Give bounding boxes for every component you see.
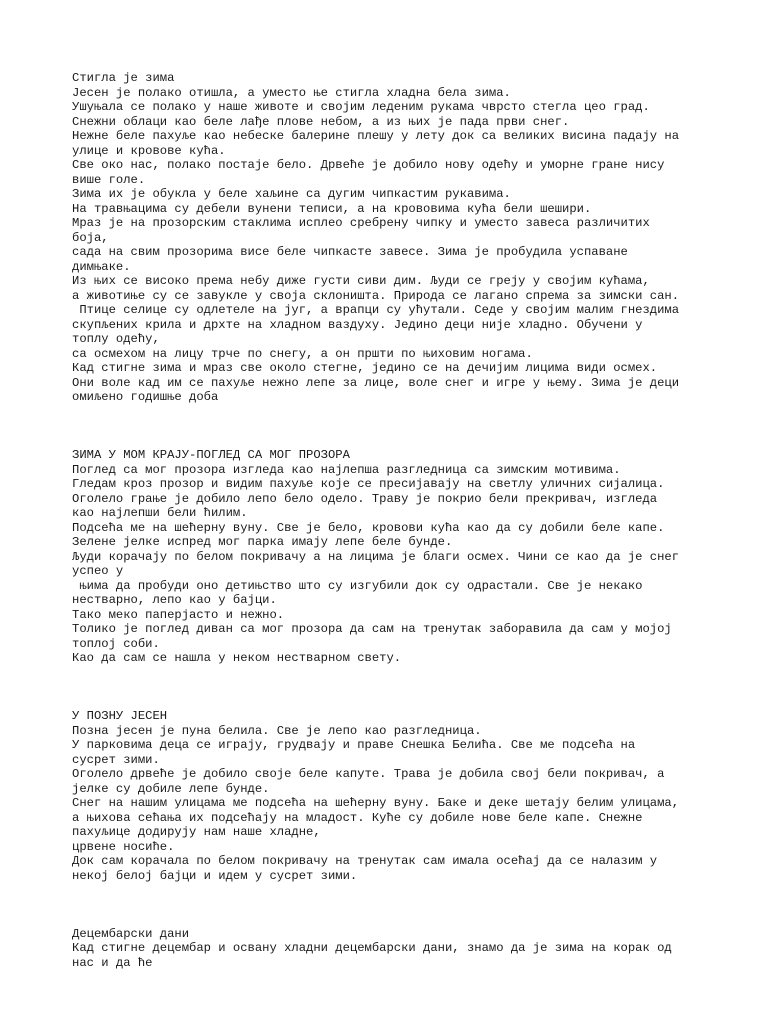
text-line: Оголело дрвеће је добило своје беле капуте. Трава је добила свој бели покривач, а [72,767,665,781]
text-line: Толико је поглед диван са мог прозора да сам на тренутак заборавила да сам у мојој [72,622,672,636]
text-line: нас и да ће [72,955,153,970]
text-line: њима да пробуди оно детињство што су изгубили док су одрастали. Све је некако [72,578,643,593]
text-line: скупљених крила и дрхте на хладном ваздуху. Једино деци није хладно. Обучени у [72,317,643,332]
text-line: Из њих се високо према небу диже густи сиви дим. Људи се грeју у својим кућама, [72,274,650,288]
text-line: Тако меко паперјасто и нежно. [72,607,285,622]
text-line: црвене носиће. [72,839,175,854]
section-heading: У ПОЗНУ ЈЕСЕН [72,709,168,723]
text-line: Подсећа ме на шећерну вуну. Све је бело, кровови кућа као да су добили беле капе. [72,520,665,535]
text-line: а њихова сећања их подсећају на младост. Куће су добиле нове беле капе. Снежне [72,810,643,825]
text-line: Поглед са мог прозора изгледа као најлепша разгледница са зимским мотивима. [72,462,621,477]
text-line: сусрет зими. [72,752,160,767]
text-line: Јесен је полако отишла, а уместо ње стигла хладна бела зима. [72,85,511,100]
text-line: Док сам корачала по белом покривачу на тренутак сам имала осећај да се налазим у [72,854,658,868]
text-line: више голе. [72,172,146,187]
text-line: Све око нас, полако постаје бело. Дрвеће је добило нову одећу и уморне гране нису [72,158,665,172]
text-line: пахуљице додирују нам наше хладне, [72,825,321,839]
text-line: боја, [72,230,109,245]
section-pogled-sa-prozora [72,448,712,666]
text-line: Кад стигне децембар и освану хладни децембарски дани, знамо да је зима на корак од [72,941,672,955]
text-line: сада на свим прозорима висе беле чипкасте завесе. Зима је пробудила успаване [72,245,628,259]
text-line: Нежне беле пахуље као небеске балерине плешу у лету док са великих висина падају на [72,129,680,143]
text-line: јелке су добиле лепе бунде. [72,781,270,796]
text-line: димњаке. [72,259,131,274]
text-line: нестварно, лепо као у бајци. [72,593,277,607]
text-line: Људи корачају по белом покривачу а на лицима је благи осмех. Чини се као да је снег [72,549,680,564]
text-line: Снег на нашим улицама ме подсећа на шећерну вуну. Баке и деке шетају белим улицама, [72,796,680,810]
text-line: У парковима деца се играју, грудвају и праве Снешка Белића. Све ме подсећа на [72,738,636,752]
text-line: Зима их је обукла у беле хаљине са дугим чипкастим рукавима. [72,187,511,201]
section-heading: Стигла је зима [72,71,175,85]
section-pozna-jesen [72,709,712,883]
section-decembarski-dani [72,927,712,971]
text-line: са осмехом на лицу трче по снегу, а он пршти по њиховим ногама. [72,346,533,361]
text-line: као најлепши бели ћилим. [72,506,248,520]
text-line: Они воле кад им се пахуље нежно лепе за лице, воле снег и игре у њему. Зима је деци [72,375,680,390]
section-zima-stigla [72,71,712,405]
section-heading: ЗИМА У МОМ КРАЈУ-ПОГЛЕД СА МОГ ПРОЗОРА [72,448,350,462]
text-line: некој белој бајци и идем у сусрет зими. [72,868,358,883]
text-line: Кад стигне зима и мраз све около стегне, једино се на дечијим лицима види осмех. [72,361,658,375]
text-line: успео у [72,564,124,578]
text-line: омиљено годишње доба [72,390,219,404]
text-line: Зелене јелке испред мог парка имају лепе беле бунде. [72,535,453,549]
text-line: Оголело грање је добило лепо бело одело. Траву је покрио бели прекривач, изгледа [72,491,658,506]
text-line: улице и кровове кућа. [72,143,226,158]
text-line: Мраз је на прозорским стаклима исплео сребрену чипку и уместо завеса различитих [72,216,650,230]
text-line: Снежни облаци као беле лађе плове небом, а из њих је пада први снег. [72,114,570,129]
text-line: Позна јесен је пуна белила. Све је лепо као разгледница. [72,723,482,738]
text-line: Птице селице су одлетеле на југ, а врапци су ућутали. Седе у својим малим гнездима [72,303,680,317]
text-line: Као да сам се нашла у неком нестварном свету. [72,651,402,665]
text-line: Гледам кроз прозор и видим пахуље које се пресијавају на светлу уличних сијалица. [72,477,665,491]
document-page [72,71,712,970]
text-line: а животиње су се завукле у своја склоништа. Природа се лагано спрема за зимски сан. [72,288,680,303]
section-heading: Децембарски дани [72,926,190,941]
text-line: топлу одећу, [72,332,160,346]
text-line: топлој соби. [72,636,160,651]
text-line: На травњацима су дебели вунени теписи, а на крововима кућа бели шешири. [72,201,592,216]
text-line: Ушуњала се полако у наше животе и својим леденим рукама чврсто стегла цео град. [72,100,650,114]
